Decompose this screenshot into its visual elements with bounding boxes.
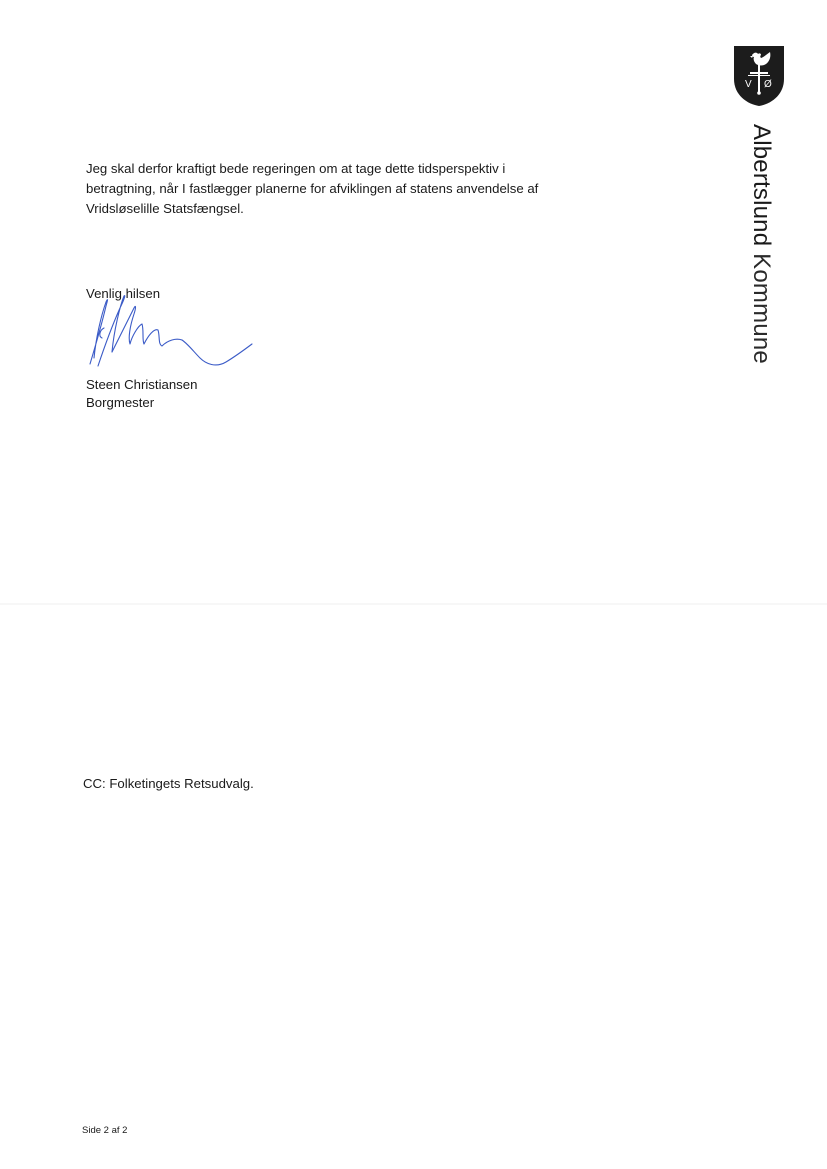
cc-line: CC: Folketingets Retsudvalg. (83, 776, 254, 791)
scan-artifact-line (0, 603, 827, 605)
wordmark-albertslund: Albertslund (748, 124, 775, 247)
wordmark-kommune: Kommune (748, 253, 775, 364)
wordmark-text (748, 124, 774, 364)
svg-text:V: V (745, 79, 752, 90)
signer-title: Borgmester (86, 395, 155, 410)
municipality-crest-icon (733, 45, 785, 107)
letter-closing: Venlig hilsen (86, 286, 161, 301)
svg-text:Ø: Ø (764, 79, 772, 90)
municipality-wordmark (742, 124, 782, 364)
letter-paragraph: Jeg skal derfor kraftigt bede regeringen om at tage dette tidsperspektiv i betragtning, når I fastlægger planerne for afviklingen af statens anvendelse af Vridsløselille Statsfængsel. (86, 161, 539, 216)
signer-name: Steen Christiansen (86, 377, 198, 392)
page-number: Side 2 af 2 (82, 1125, 128, 1136)
